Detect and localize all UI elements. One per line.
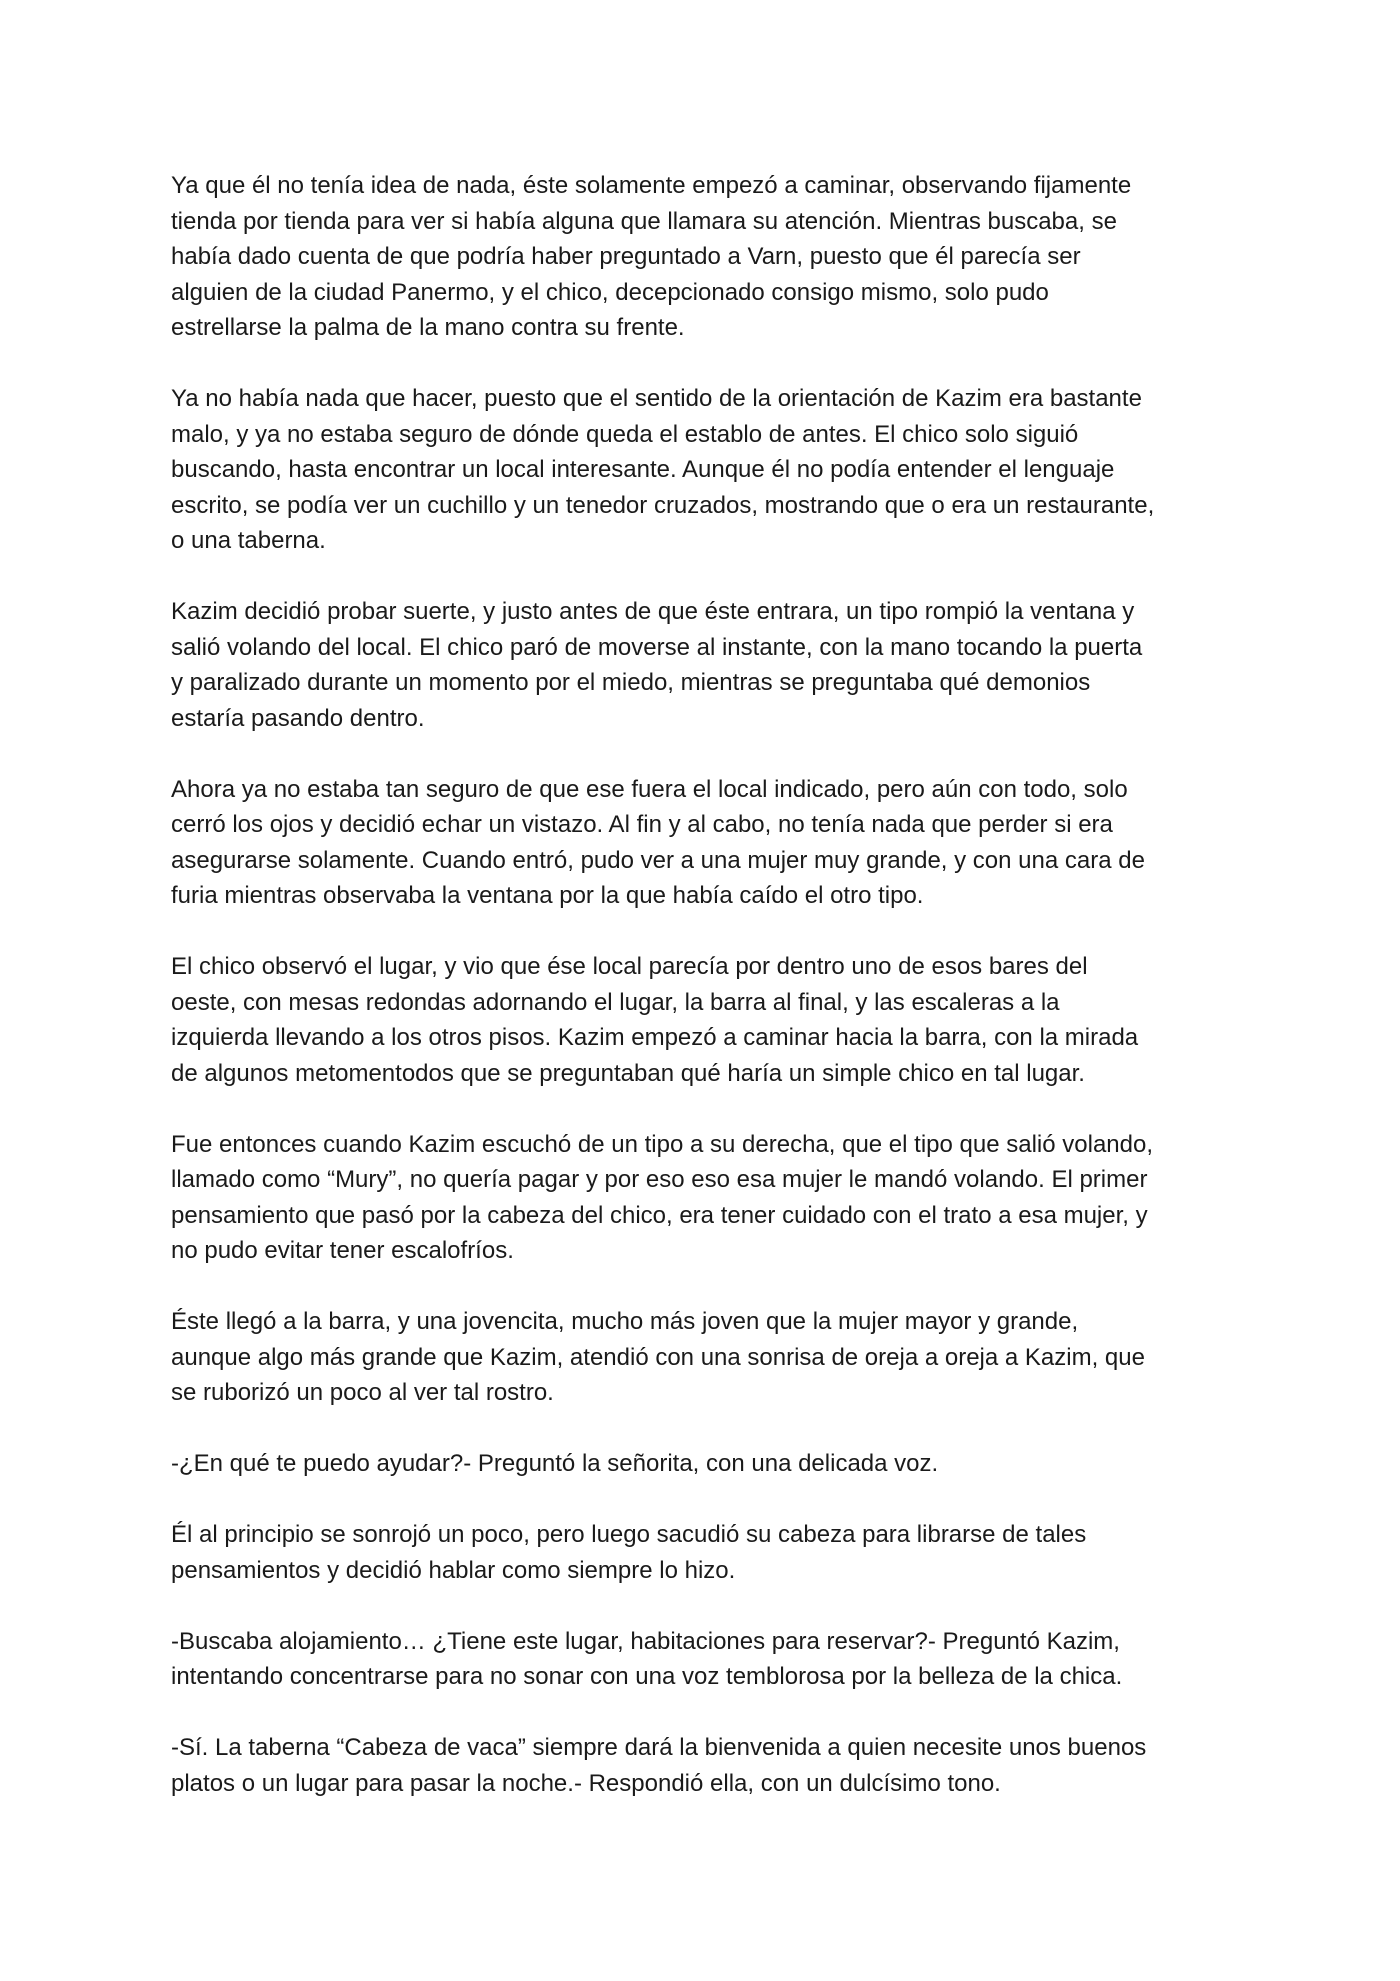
text-line: Ya no había nada que hacer, puesto que el sentido de la orientación de Kazim era bastante: [171, 385, 1142, 412]
text-line: aunque algo más grande que Kazim, atendió con una sonrisa de oreja a oreja a Kazim, que: [171, 1343, 1145, 1371]
paragraph-9: [171, 1517, 1230, 1588]
text-line: intentando concentrarse para no sonar con una voz temblorosa por la belleza de la chica.: [171, 1663, 1123, 1690]
text-line: Ya que él no tenía idea de nada, éste solamente empezó a caminar, observando fijamente: [171, 172, 1132, 199]
text-line: -Sí. La taberna “Cabeza de vaca” siempre dará la bienvenida a quien necesite unos buenos: [171, 1734, 1147, 1761]
text-line: Ahora ya no estaba tan seguro de que ese fuera el local indicado, pero aún con todo, solo: [171, 775, 1128, 803]
text-line: y paralizado durante un momento por el miedo, mientras se preguntaba qué demonios: [171, 669, 1091, 696]
text-line: platos o un lugar para pasar la noche.- Respondió ella, con un dulcísimo tono.: [171, 1769, 1001, 1797]
text-line: pensamiento que pasó por la cabeza del chico, era tener cuidado con el trato a esa mujer, y: [171, 1201, 1148, 1229]
text-line: escrito, se podía ver un cuchillo y un tenedor cruzados, mostrando que o era un restaurante,: [171, 491, 1155, 519]
text-line: Éste llegó a la barra, y una jovencita, mucho más joven que la mujer mayor y grande,: [171, 1308, 1079, 1335]
text-line: asegurarse solamente. Cuando entró, pudo ver a una mujer muy grande, y con una cara de: [171, 846, 1145, 874]
text-line: El chico observó el lugar, y vio que ése local parecía por dentro uno de esos bares del: [171, 953, 1088, 980]
text-line: pensamientos y decidió hablar como siempre lo hizo.: [171, 1556, 736, 1584]
paragraph-2: [171, 381, 1230, 559]
paragraph-8: [171, 1446, 1230, 1482]
text-line: oeste, con mesas redondas adornando el lugar, la barra al final, y las escaleras a la: [171, 988, 1060, 1016]
paragraph-5: [171, 949, 1230, 1091]
text-line: no pudo evitar tener escalofríos.: [171, 1237, 514, 1264]
text-line: malo, y ya no estaba seguro de dónde queda el establo de antes. El chico solo siguió: [171, 420, 1079, 448]
text-line: había dado cuenta de que podría haber preguntado a Varn, puesto que él parecía ser: [171, 243, 1081, 270]
text-line: Él al principio se sonrojó un poco, pero luego sacudió su cabeza para librarse de tales: [171, 1521, 1087, 1548]
text-line: salió volando del local. El chico paró de moverse al instante, con la mano tocando la puerta: [171, 633, 1143, 661]
text-line: -Buscaba alojamiento… ¿Tiene este lugar, habitaciones para reservar?- Preguntó Kazim,: [171, 1627, 1120, 1655]
paragraph-4: [171, 772, 1230, 914]
text-line: -¿En qué te puedo ayudar?- Preguntó la señorita, con una delicada voz.: [171, 1450, 939, 1477]
text-line: estrellarse la palma de la mano contra su frente.: [171, 314, 685, 341]
text-line: tienda por tienda para ver si había alguna que llamara su atención. Mientras buscaba, se: [171, 207, 1117, 235]
paragraph-1: [171, 168, 1230, 346]
text-line: llamado como “Mury”, no quería pagar y por eso eso esa mujer le mandó volando. El primer: [171, 1166, 1148, 1193]
text-line: furia mientras observaba la ventana por la que había caído el otro tipo.: [171, 882, 924, 909]
text-line: se ruborizó un poco al ver tal rostro.: [171, 1379, 554, 1406]
text-line: cerró los ojos y decidió echar un vistazo. Al fin y al cabo, no tenía nada que perder si era: [171, 811, 1113, 838]
paragraph-11: [171, 1730, 1230, 1801]
paragraph-10: [171, 1624, 1230, 1695]
text-line: izquierda llevando a los otros pisos. Kazim empezó a caminar hacia la barra, con la mirada: [171, 1024, 1139, 1051]
text-line: alguien de la ciudad Panermo, y el chico, decepcionado consigo mismo, solo pudo: [171, 278, 1049, 306]
text-line: buscando, hasta encontrar un local interesante. Aunque él no podía entender el lenguaje: [171, 456, 1115, 483]
text-line: de algunos metomentodos que se preguntaban qué haría un simple chico en tal lugar.: [171, 1059, 1085, 1087]
text-line: o una taberna.: [171, 527, 326, 554]
text-line: Fue entonces cuando Kazim escuchó de un tipo a su derecha, que el tipo que salió volando,: [171, 1130, 1153, 1158]
text-line: estaría pasando dentro.: [171, 704, 425, 732]
paragraph-6: [171, 1127, 1230, 1269]
paragraph-7: [171, 1304, 1230, 1411]
text-line: Kazim decidió probar suerte, y justo antes de que éste entrara, un tipo rompió la ventana y: [171, 598, 1135, 625]
paragraph-3: [171, 594, 1230, 736]
